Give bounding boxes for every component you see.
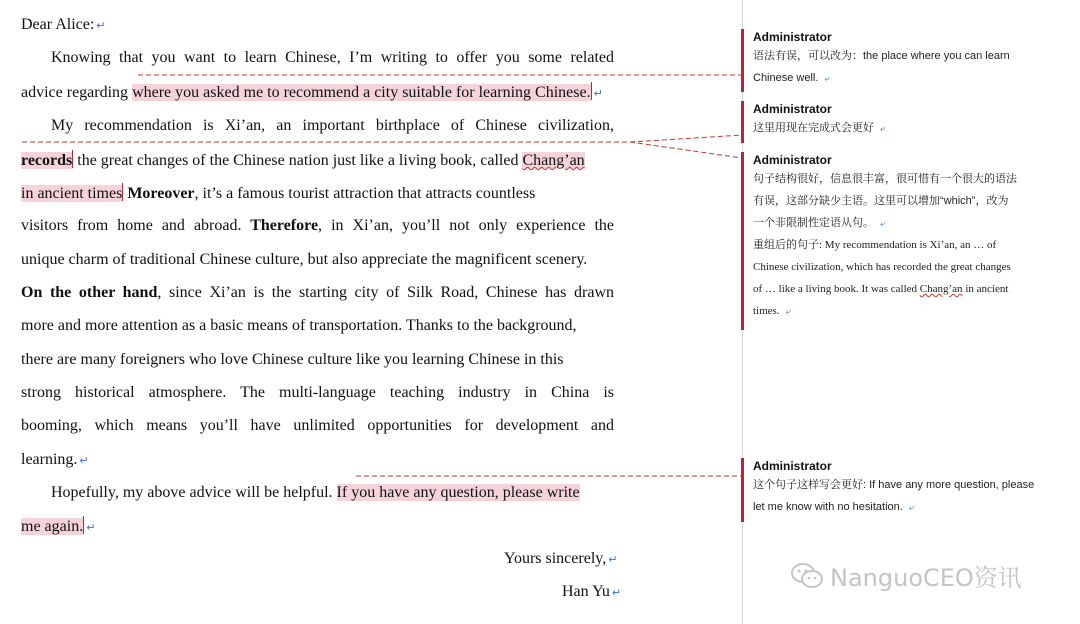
highlight-comment-1[interactable]: where you asked me to recommend a city suitable for learning Chinese. <box>132 84 591 101</box>
comment-3[interactable] <box>741 152 1073 330</box>
letter-line-13: booming, which means you’ll have unlimited opportunities for development and <box>21 417 614 434</box>
connector-comment-2 <box>22 135 742 142</box>
letter-line-3: advice regarding where you asked me to recommend a city suitable for learning Chinese. ↵ <box>21 84 603 101</box>
highlight-comment-4-end[interactable]: me again. <box>21 518 84 535</box>
comment-2[interactable] <box>741 101 1073 143</box>
comment-text: 句子结构很好，信息很丰富，很可惜有一个很大的语法 有误，这部分缺少主语。这里可以增加“which”，改为 一个非限制性定语从句。 ⤶ 重组后的句子: My recommendation is Xi’an, an … of Chinese civilization, which has recorded the great changes of … like a living book. It was called Chang’an in ancient times. ⤶ <box>753 173 1017 317</box>
letter-line-6: in ancient times Moreover, it’s a famous tourist attraction that attracts countless <box>21 185 536 202</box>
letter-line-12: strong historical atmosphere. The multi-language teaching industry in China is <box>21 384 614 401</box>
comment-author: Administrator <box>753 153 832 167</box>
letter-line-8: unique charm of traditional Chinese culture, but also appreciate the magnificent scenery. <box>21 251 588 268</box>
highlight-comment-4-start[interactable]: If you have any question, please write <box>336 484 580 501</box>
comment-text: 这里用现在完成式会更好 ⤶ <box>753 122 886 134</box>
watermark <box>790 558 1022 596</box>
comment-text: 语法有误，可以改为：the place where you can learn Chinese well. ⤶ <box>753 50 1010 84</box>
letter-line-11: there are many foreigners who love Chinese culture like you learning Chinese in this <box>21 351 564 368</box>
watermark-text: NanguoCEO资讯 <box>830 564 1022 592</box>
highlight-comment-2[interactable]: records <box>21 152 73 169</box>
highlight-comment-3-end[interactable]: in ancient times <box>21 185 123 202</box>
comment-author: Administrator <box>753 102 832 116</box>
letter-line-2: Knowing that you want to learn Chinese, I’m writing to offer you some related <box>51 49 614 66</box>
comment-4[interactable] <box>741 458 1073 522</box>
highlight-comment-3-start[interactable]: Chang’an <box>522 152 585 169</box>
wechat-icon <box>790 562 824 596</box>
comment-1[interactable] <box>741 29 1073 92</box>
connector-comment-3 <box>630 142 742 158</box>
letter-line-10: more and more attention as a basic means of transportation. Thanks to the background, <box>21 317 577 334</box>
comment-author: Administrator <box>753 30 832 44</box>
letter-line-7: visitors from home and abroad. Therefore, in Xi’an, you’ll not only experience the <box>21 217 614 234</box>
closing: Yours sincerely, ↵ <box>504 550 618 567</box>
letter-line-9: On the other hand, since Xi’an is the starting city of Silk Road, Chinese has drawn <box>21 284 614 301</box>
letter-line-16: me again. ↵ <box>21 518 96 535</box>
letter-line-4: My recommendation is Xi’an, an important birthplace of Chinese civilization, <box>51 117 614 134</box>
signature: Han Yu ↵ <box>562 583 622 600</box>
greeting: Dear Alice: ↵ <box>21 16 106 33</box>
letter-line-15: Hopefully, my above advice will be helpful. If you have any question, please write <box>51 484 580 501</box>
comment-text: 这个句子这样写会更好: If have any more question, please let me know with no hesitation. ⤶ <box>753 479 1035 513</box>
letter-line-5: records the great changes of the Chinese nation just like a living book, called Chang’an <box>21 152 585 169</box>
comment-author: Administrator <box>753 459 832 473</box>
letter-line-14: learning. ↵ <box>21 451 89 468</box>
